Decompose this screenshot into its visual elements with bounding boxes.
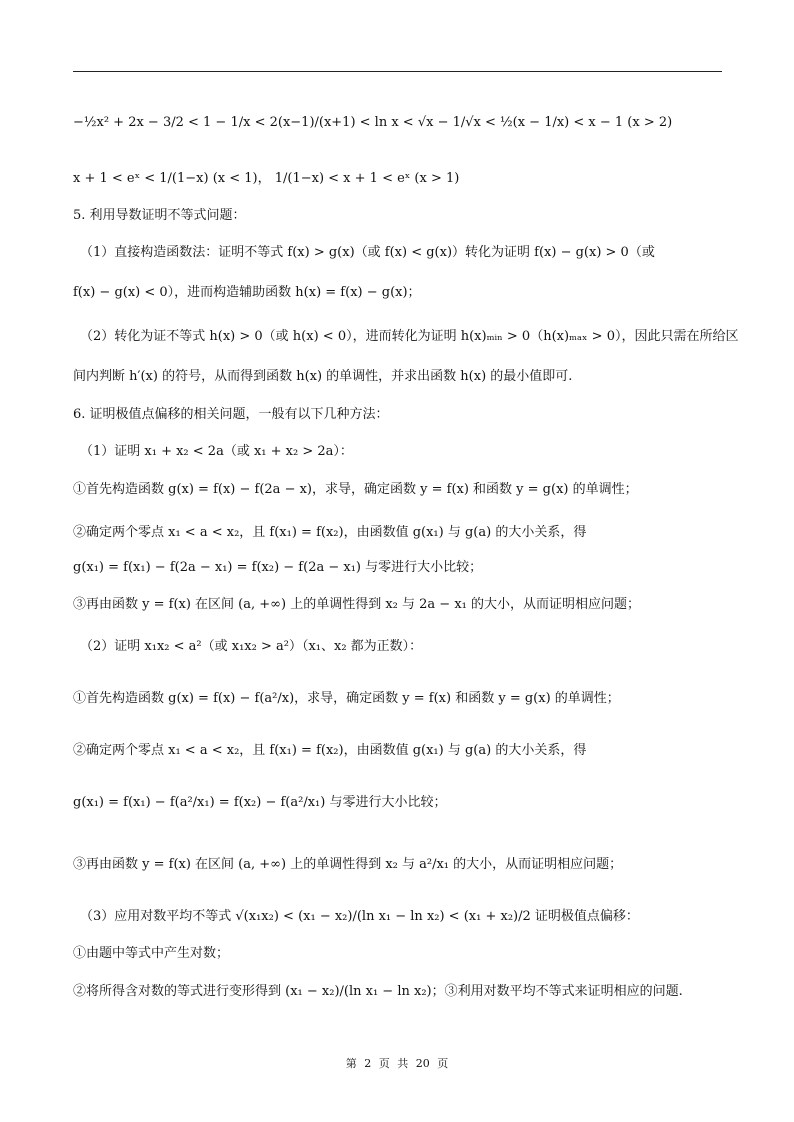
text-line: （2）证明 x₁x₂ < a²（或 x₁x₂ > a²）（x₁、x₂ 都为正数）： xyxy=(80,639,423,654)
text-line: ①由题中等式中产生对数； xyxy=(73,946,230,961)
text-line: −½x² + 2x − 3/2 < 1 − 1/x < 2(x−1)/(x+1) < ln x < √x − 1/√x < ½(x − 1/x) < x − 1 (x > 2) xyxy=(73,115,673,130)
text-line: g(x₁) = f(x₁) − f(a²/x₁) = f(x₂) − f(a²/x₁) 与零进行大小比较； xyxy=(73,795,447,810)
text-line: ③再由函数 y = f(x) 在区间 (a, +∞) 上的单调性得到 x₂ 与 a²/x₁ 的大小，从而证明相应问题； xyxy=(73,857,623,872)
text-line: 6. 证明极值点偏移的相关问题，一般有以下几种方法： xyxy=(73,407,389,422)
text-line: ②将所得含对数的等式进行变形得到 (x₁ − x₂)/(ln x₁ − ln x₂)；③利用对数平均不等式来证明相应的问题. xyxy=(73,984,683,999)
text-line: ③再由函数 y = f(x) 在区间 (a, +∞) 上的单调性得到 x₂ 与 2a − x₁ 的大小，从而证明相应问题； xyxy=(73,597,640,612)
header-rule xyxy=(73,71,722,72)
text-line: ①首先构造函数 g(x) = f(x) − f(2a − x)，求导，确定函数 y = f(x) 和函数 y = g(x) 的单调性； xyxy=(73,482,638,497)
text-line: （2）转化为证不等式 h(x) > 0（或 h(x) < 0），进而转化为证明 h(x)ₘᵢₙ > 0（h(x)ₘₐₓ > 0），因此只需在所给区 xyxy=(80,329,739,344)
text-line: 5. 利用导数证明不等式问题： xyxy=(73,208,246,223)
text-line: （1）证明 x₁ + x₂ < 2a（或 x₁ + x₂ > 2a）： xyxy=(80,444,353,459)
text-line: ②确定两个零点 x₁ < a < x₂，且 f(x₁) = f(x₂)，由函数值 g(x₁) 与 g(a) 的大小关系，得 xyxy=(73,525,587,540)
text-line: （1）直接构造函数法：证明不等式 f(x) > g(x)（或 f(x) < g(x)）转化为证明 f(x) − g(x) > 0（或 xyxy=(80,245,655,260)
text-line: ②确定两个零点 x₁ < a < x₂，且 f(x₁) = f(x₂)，由函数值 g(x₁) 与 g(a) 的大小关系，得 xyxy=(73,743,587,758)
text-line: x + 1 < eˣ < 1/(1−x) (x < 1)， 1/(1−x) < x + 1 < eˣ (x > 1) xyxy=(73,171,460,186)
text-line: ①首先构造函数 g(x) = f(x) − f(a²/x)，求导，确定函数 y = f(x) 和函数 y = g(x) 的单调性； xyxy=(73,691,620,706)
text-line: g(x₁) = f(x₁) − f(2a − x₁) = f(x₂) − f(2a − x₁) 与零进行大小比较； xyxy=(73,560,483,575)
page-footer: 第 2 页 共 20 页 xyxy=(345,1057,449,1070)
text-line: f(x) − g(x) < 0），进而构造辅助函数 h(x) = f(x) − g(x)； xyxy=(73,285,421,300)
text-line: 间内判断 h′(x) 的符号，从而得到函数 h(x) 的单调性，并求出函数 h(x) 的最小值即可. xyxy=(73,369,573,384)
text-line: （3）应用对数平均不等式 √(x₁x₂) < (x₁ − x₂)/(ln x₁ − ln x₂) < (x₁ + x₂)/2 证明极值点偏移： xyxy=(80,909,639,924)
